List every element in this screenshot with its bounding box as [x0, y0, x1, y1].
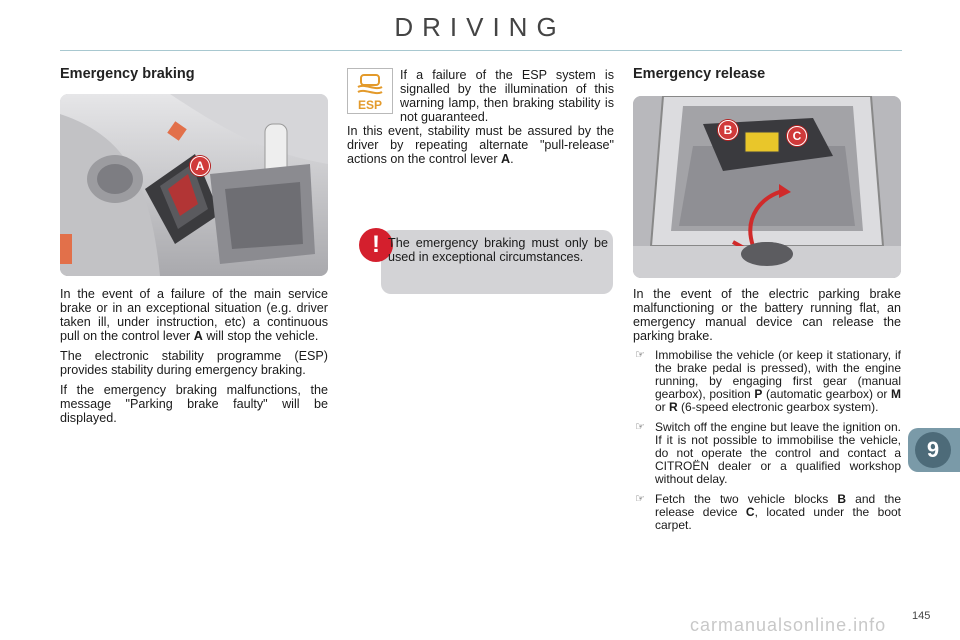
- callout-b: B: [718, 120, 738, 140]
- release-steps: [633, 349, 901, 532]
- section-title-emergency-braking: Emergency braking: [60, 66, 195, 82]
- console-illustration: [60, 94, 328, 276]
- list-item: ☞ Fetch the two vehicle blocks B and the release device C, located under the boot carpet.: [635, 492, 902, 532]
- page-title: DRIVING: [394, 12, 566, 42]
- paragraph-release-intro: In the event of the electric parking brake malfunctioning or the battery running flat, an emergency manual device can release the parking brake.: [633, 287, 901, 343]
- lever-label-middle: A: [501, 152, 511, 166]
- paragraph-failure: In the event of a failure of the main service brake or in an exceptional situation (e.g. driver taken ill, under instruction, etc) a continuous pull on the control lever A will stop the vehicle.: [60, 287, 328, 343]
- callout-a: A: [190, 156, 210, 176]
- pointer-icon: ☞: [635, 421, 645, 433]
- section-title-emergency-release: Emergency release: [633, 66, 766, 82]
- warning-note-text: The emergency braking must only be used in exceptional circumstances.: [388, 236, 608, 264]
- boot-illustration: [633, 96, 901, 278]
- chapter-number: 9: [915, 432, 951, 468]
- paragraph-esp: The electronic stability programme (ESP) provides stability during emergency braking.: [60, 349, 328, 377]
- photo-console-lever: [60, 94, 328, 276]
- esp-warning-lamp: [347, 68, 393, 114]
- list-item: ☞ Switch off the engine but leave the ignition on. If it is not possible to immobilise the vehicle, do not operate the control and contact a CITROËN dealer or a qualified workshop without delay.: [635, 420, 901, 486]
- esp-icon-label: ESP: [357, 98, 383, 112]
- esp-car-icon: [348, 69, 392, 113]
- middle-body-text: In this event, stability must be assured by the driver by repeating alternate "pull-release" actions on the control lever A.: [347, 124, 614, 166]
- right-body-text: [633, 287, 901, 539]
- watermark: carmanualsonline.info: [690, 615, 887, 635]
- header-divider: [60, 50, 902, 51]
- exclamation-icon: !: [359, 228, 393, 262]
- left-body-text: [60, 287, 328, 431]
- lever-label: A: [193, 329, 203, 343]
- esp-warning-text: If a failure of the ESP system is signalled by the illumination of this warning lamp, then braking stability is not guaranteed.: [400, 68, 614, 124]
- photo-boot: [633, 96, 901, 278]
- pointer-icon: ☞: [635, 349, 645, 361]
- pointer-icon: ☞: [635, 493, 645, 505]
- list-item: ☞ Immobilise the vehicle (or keep it stationary, if the brake pedal is pressed), with the engine running, by engaging first gear (manual gearbox), position P (automatic gearbox) or M or R (6-speed electronic gearbox system).: [635, 348, 902, 414]
- callout-c: C: [787, 126, 807, 146]
- paragraph-malfunction: If the emergency braking malfunctions, the message "Parking brake faulty" will be displayed.: [60, 383, 328, 425]
- page-number: 145: [912, 610, 931, 622]
